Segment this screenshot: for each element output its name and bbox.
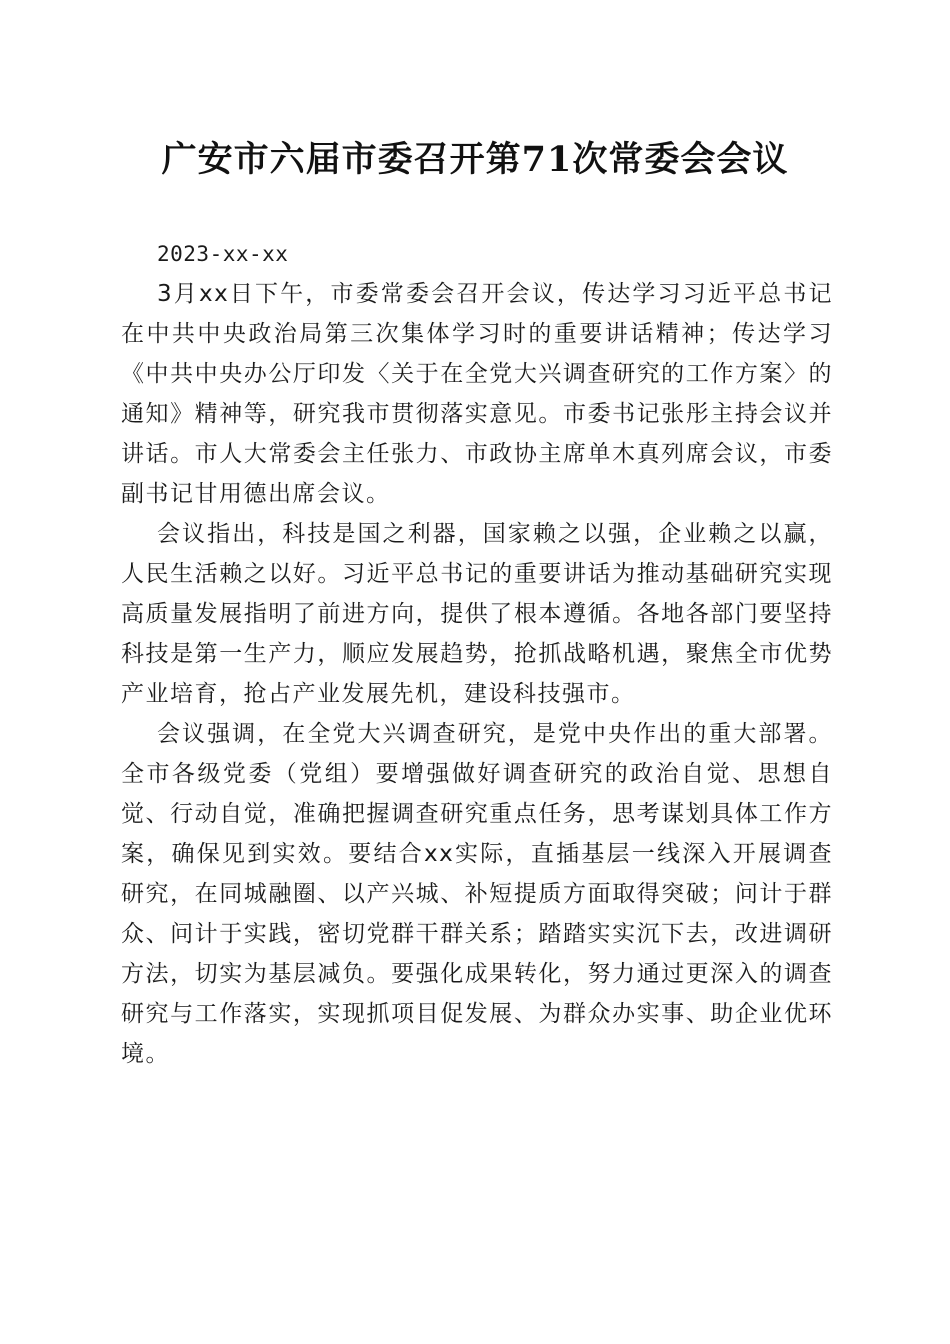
- document-title: 广安市六届市委召开第71次常委会会议: [161, 139, 789, 180]
- document-date: 2023-xx-xx: [157, 242, 289, 266]
- paragraph-1: 3月xx日下午，市委常委会召开会议，传达学习习近平总书记在中共中央政治局第三次集体学习时的重要讲话精神；传达学习《中共中央办公厅印发〈关于在全党大兴调查研究的工作方案〉的通知》精神等，研究我市贯彻落实意见。市委书记张彤主持会议并讲话。市人大常委会主任张力、市政协主席单木真列席会议，市委副书记甘用德出席会议。: [121, 281, 833, 507]
- paragraph-3: 会议强调，在全党大兴调查研究，是党中央作出的重大部署。全市各级党委（党组）要增强做好调查研究的政治自觉、思想自觉、行动自觉，准确把握调查研究重点任务，思考谋划具体工作方案，确保见到实效。要结合xx实际，直插基层一线深入开展调查研究，在同城融圈、以产兴城、补短提质方面取得突破；问计于群众、问计于实践，密切党群干群关系；踏踏实实沉下去，改进调研方法，切实为基层减负。要强化成果转化，努力通过更深入的调查研究与工作落实，实现抓项目促发展、为群众办实事、助企业优环境。: [121, 721, 833, 1067]
- paragraph-2: 会议指出，科技是国之利器，国家赖之以强，企业赖之以赢，人民生活赖之以好。习近平总书记的重要讲话为推动基础研究实现高质量发展指明了前进方向，提供了根本遵循。各地各部门要坚持科技是第一生产力，顺应发展趋势，抢抓战略机遇，聚焦全市优势产业培育，抢占产业发展先机，建设科技强市。: [121, 521, 833, 707]
- document-body: [121, 234, 833, 1074]
